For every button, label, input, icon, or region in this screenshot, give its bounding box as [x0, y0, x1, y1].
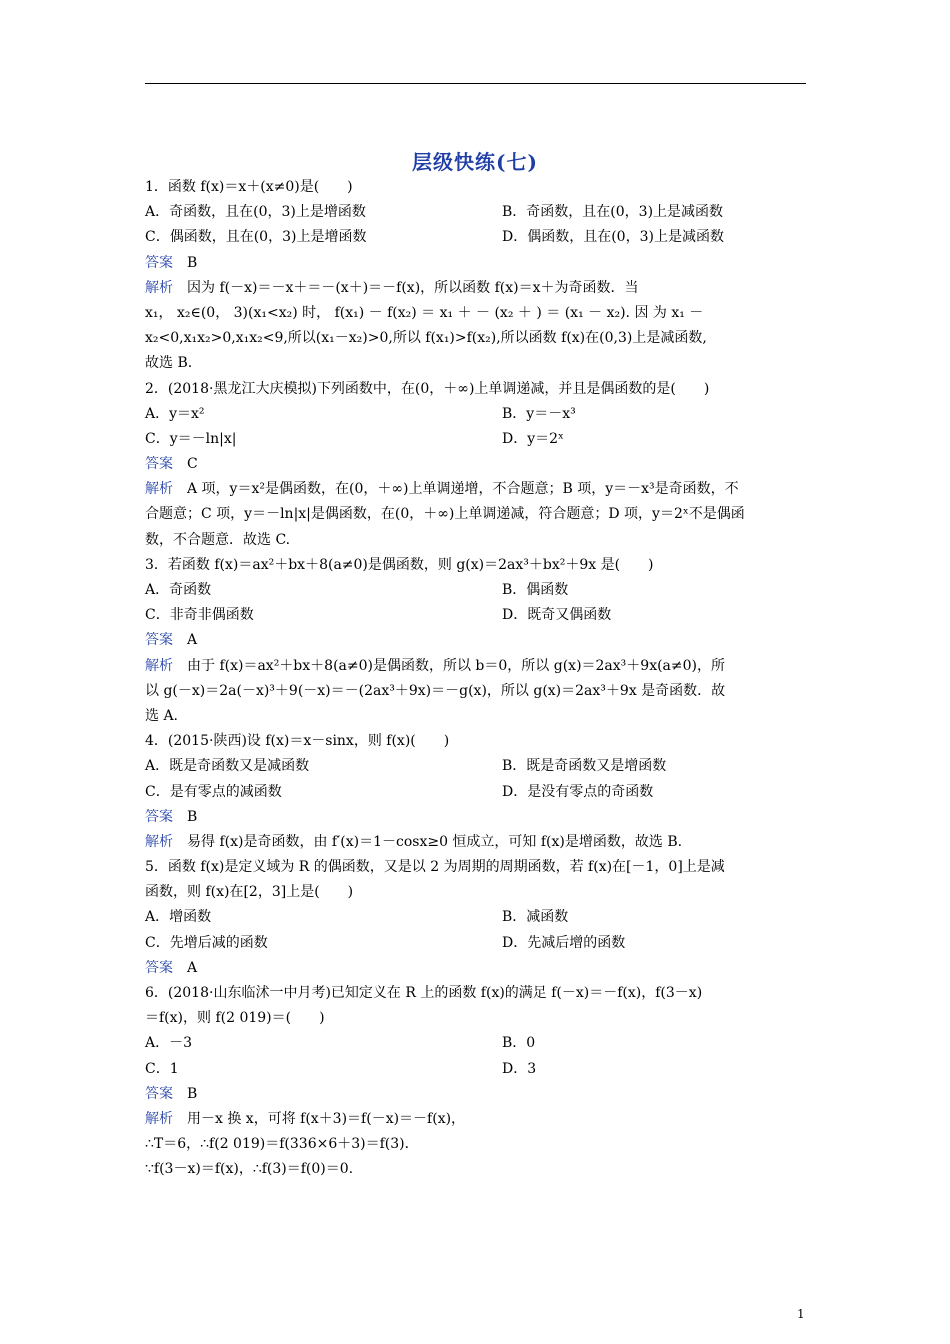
analysis-label: 解析 [145, 279, 173, 296]
q5-option-d: D．先减后增的函数 [502, 934, 626, 951]
q6-options-ab [145, 1031, 806, 1056]
q3-answer-value: A [187, 632, 198, 649]
q3-stem: 3．若函数 f(x)＝ax²＋bx＋8(a≠0)是偶函数，则 g(x)＝2ax³＋bx²＋9x 是( ) [145, 556, 654, 573]
q5-option-a: A．增函数 [145, 909, 212, 926]
q1-answer-value: B [187, 254, 198, 271]
q6-stem-line: ＝f(x)，则 f(2 019)＝( ) [145, 1010, 325, 1027]
q4-analysis-text: 易得 f(x)是奇函数，由 f′(x)＝1－cosx≥0 恒成立，可知 f(x)是增函数，故选 B. [187, 833, 683, 850]
q6-analysis-line: ∵f(3－x)＝f(x)，∴f(3)＝f(0)＝0. [145, 1161, 354, 1178]
q3-option-b: B．偶函数 [502, 582, 569, 598]
answer-label: 答案 [145, 808, 173, 825]
answer-label: 答案 [145, 456, 173, 473]
q4-options-cd [145, 780, 806, 805]
q4-answer [145, 805, 806, 830]
q3-analysis-line [145, 654, 806, 679]
q1-option-b: B．奇函数，且在(0，3)上是减函数 [502, 204, 724, 221]
q2-analysis-line [145, 477, 806, 502]
q2-option-d: D．y＝2ˣ [502, 430, 564, 447]
q5-stem-line: 5．函数 f(x)是定义域为 R 的偶函数，又是以 2 为周期的周期函数，若 f(x)在[－1，0]上是减 [145, 859, 725, 876]
q2-option-b: B．y＝－x³ [502, 405, 576, 422]
q6-option-b: B．0 [502, 1035, 536, 1052]
q2-analysis-line: 数，不合题意．故选 C. [145, 531, 291, 548]
q6-option-c: C．1 [145, 1060, 179, 1077]
q3-analysis-text: 由于 f(x)＝ax²＋bx＋8(a≠0)是偶函数，所以 b＝0，所以 g(x)＝2ax³＋9x(a≠0)，所 [187, 657, 726, 674]
q4-answer-value: B [187, 808, 198, 825]
q2-options-cd [145, 427, 806, 452]
q5-answer-value: A [187, 959, 198, 976]
analysis-label: 解析 [145, 1110, 173, 1127]
answer-label: 答案 [145, 632, 173, 649]
analysis-label: 解析 [145, 481, 173, 498]
analysis-label: 解析 [145, 657, 173, 674]
q1-option-a: A．奇函数，且在(0，3)上是增函数 [145, 204, 366, 221]
q3-option-a: A．奇函数 [145, 582, 212, 598]
q3-analysis-line: 选 A. [145, 707, 179, 724]
q4-option-a: A．既是奇函数又是减函数 [145, 758, 310, 775]
q4-analysis-line [145, 830, 806, 855]
answer-label: 答案 [145, 254, 173, 271]
answer-label: 答案 [145, 959, 173, 976]
q3-answer [145, 628, 806, 653]
q2-options-ab [145, 402, 806, 427]
q6-answer-value: B [187, 1085, 198, 1102]
q4-option-c: C．是有零点的减函数 [145, 783, 282, 800]
q3-option-c: C．非奇非偶函数 [145, 607, 254, 624]
q6-analysis-line: ∴T＝6，∴f(2 019)＝f(336×6＋3)＝f(3)． [145, 1136, 419, 1153]
answer-label: 答案 [145, 1085, 173, 1102]
q5-stem-line: 函数，则 f(x)在[2，3]上是( ) [145, 884, 354, 901]
q4-option-b: B．既是奇函数又是增函数 [502, 758, 667, 775]
q1-options-cd [145, 225, 806, 250]
q6-answer [145, 1082, 806, 1107]
q1-answer [145, 251, 806, 276]
q6-option-d: D．3 [502, 1060, 537, 1077]
q2-answer [145, 452, 806, 477]
q5-options-cd [145, 931, 806, 956]
q3-analysis-line: 以 g(－x)＝2a(－x)³＋9(－x)＝－(2ax³＋9x)＝－g(x)，所以 g(x)＝2ax³＋9x 是奇函数．故 [145, 682, 726, 699]
q1-analysis-line [145, 276, 806, 301]
q4-option-d: D．是没有零点的奇函数 [502, 783, 654, 800]
q6-stem-line: 6．(2018·山东临沭一中月考)已知定义在 R 上的函数 f(x)的满足 f(－x)＝－f(x)，f(3－x) [145, 985, 703, 1001]
q6-option-a: A．－3 [145, 1035, 193, 1052]
q1-analysis-line: 故选 B. [145, 355, 193, 372]
q3-options-ab [145, 578, 806, 603]
q2-analysis-line: 合题意；C 项，y＝－ln|x|是偶函数，在(0，＋∞)上单调递减，符合题意；D 项，y＝2ˣ不是偶函 [145, 506, 745, 523]
q6-options-cd [145, 1057, 806, 1082]
q2-stem: 2．(2018·黑龙江大庆模拟)下列函数中，在(0，＋∞)上单调递减，并且是偶函数的是( ) [145, 380, 710, 397]
q5-options-ab [145, 905, 806, 930]
q1-option-d: D．偶函数，且在(0，3)上是减函数 [502, 229, 724, 246]
q2-option-c: C．y＝－ln|x| [145, 430, 237, 447]
q5-option-b: B．减函数 [502, 909, 569, 926]
exercise-content [145, 175, 806, 1183]
q3-option-d: D．既奇又偶函数 [502, 607, 612, 624]
q2-answer-value: C [187, 456, 198, 473]
q1-stem: 1．函数 f(x)＝x＋(x≠0)是( ) [145, 179, 353, 195]
page-number: 1 [797, 1307, 805, 1321]
q4-stem: 4．(2015·陕西)设 f(x)＝x－sinx，则 f(x)( ) [145, 733, 450, 750]
q5-option-c: C．先增后减的函数 [145, 934, 268, 951]
header-rule [145, 83, 806, 84]
q1-option-c: C．偶函数，且在(0，3)上是增函数 [145, 229, 367, 246]
q3-options-cd [145, 603, 806, 628]
page-title: 层级快练(七) [412, 150, 538, 174]
q5-answer [145, 956, 806, 981]
q2-option-a: A．y＝x² [145, 405, 205, 422]
q2-analysis-text: A 项，y＝x²是偶函数，在(0，＋∞)上单调递增，不合题意；B 项，y＝－x³是奇函数，不 [187, 481, 739, 498]
q1-analysis-text: 因为 f(－x)＝－x＋＝－(x＋)＝－f(x)，所以函数 f(x)＝x＋为奇函数．当 [187, 279, 639, 296]
q4-options-ab [145, 754, 806, 779]
analysis-label: 解析 [145, 833, 173, 850]
q1-analysis-line: x₂<0,x₁x₂>0,x₁x₂<9,所以(x₁－x₂)>0,所以 f(x₁)>f(x₂),所以函数 f(x)在(0,3)上是减函数, [145, 330, 707, 347]
q6-analysis-line [145, 1107, 806, 1132]
q1-analysis-line: x₁， x₂∈(0， 3)(x₁<x₂) 时， f(x₁) － f(x₂) ＝ x₁ ＋ － (x₂ ＋ ) ＝ (x₁ － x₂). 因 为 x₁ － [145, 304, 704, 321]
q6-analysis-text: 用－x 换 x，可将 f(x＋3)＝f(－x)＝－f(x)， [187, 1110, 466, 1127]
q1-options-ab [145, 200, 806, 225]
